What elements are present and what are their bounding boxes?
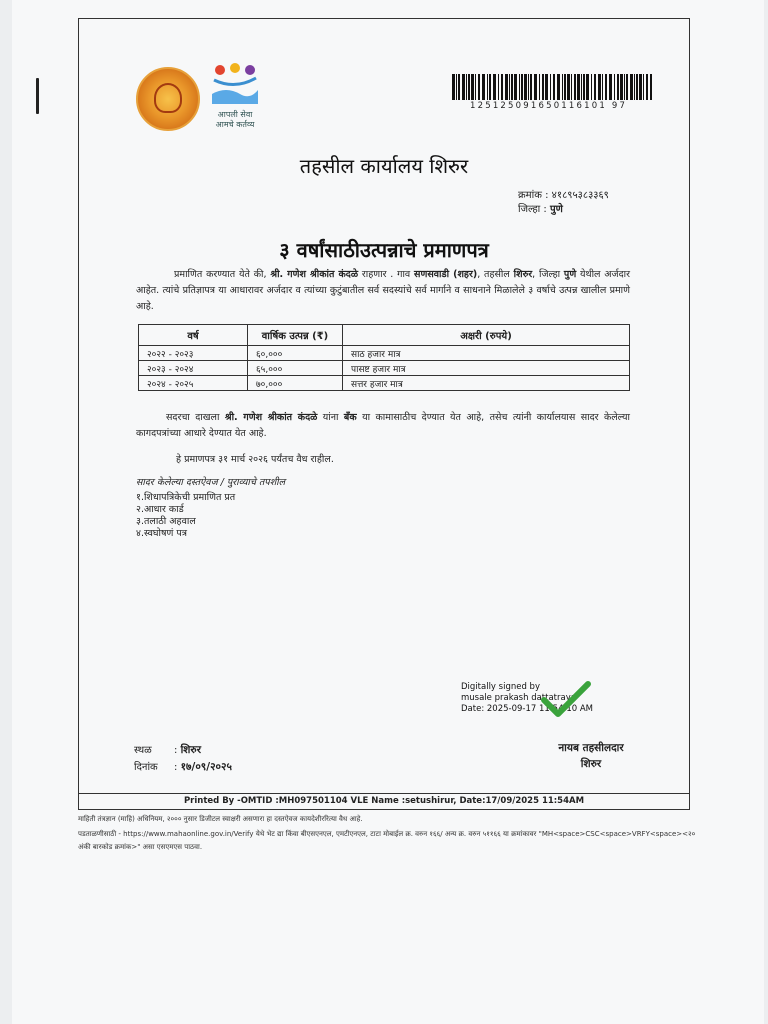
- barcode-bar: [586, 74, 589, 100]
- barcode-bar: [514, 74, 517, 100]
- list-item: २.आधार कार्ड: [136, 504, 184, 515]
- words-cell: साठ हजार मात्र: [343, 346, 630, 361]
- year-cell: २०२३ - २०२४: [139, 361, 248, 376]
- barcode-bar: [521, 74, 523, 100]
- barcode-bar: [626, 74, 628, 100]
- table-row: [139, 376, 630, 391]
- barcode-bar: [571, 74, 572, 100]
- barcode-bar: [564, 74, 566, 100]
- certification-paragraph: [136, 267, 630, 315]
- barcode-bar: [624, 74, 625, 100]
- para2-text: सदरचा दाखला: [166, 412, 225, 423]
- barcode-bar: [577, 74, 580, 100]
- barcode-bar: [646, 74, 648, 100]
- barcode-bar: [630, 74, 633, 100]
- barcode-bar: [534, 74, 537, 100]
- barcode-number: 125125091650116101 97: [470, 101, 628, 111]
- barcode-bar: [614, 74, 615, 100]
- place-date-block: स्थळ : शिरुर दिनांक : १७/०९/२०२५: [134, 742, 232, 776]
- barcode-bar: [530, 74, 532, 100]
- income-table: [138, 324, 630, 391]
- kramank-value: ४१८९५३८३३६९: [551, 190, 609, 201]
- jilha-line: [518, 201, 563, 215]
- para1-text: राहणार . गाव: [358, 269, 415, 280]
- aapli-seva-logo: [206, 60, 264, 140]
- words-cell: पासष्ट हजार मात्र: [343, 361, 630, 376]
- barcode-bar: [501, 74, 503, 100]
- place-value: शिरुर: [180, 744, 201, 756]
- officer-block: [545, 740, 637, 772]
- para1-text: प्रमाणित करण्यात येते की,: [174, 269, 271, 280]
- income-cell: ७०,०००: [248, 376, 343, 391]
- income-table-header: [139, 325, 630, 346]
- signature-date: Date: 2025-09-17 11:54:10 AM: [461, 704, 594, 714]
- table-row: [139, 361, 630, 376]
- barcode-bar: [545, 74, 548, 100]
- logo-caption: आपली सेवा आमचे कर्तव्य: [215, 110, 255, 129]
- taluka-name: शिरुर: [513, 269, 533, 280]
- barcode-bar: [487, 74, 488, 100]
- barcode-bar: [609, 74, 612, 100]
- date-label: दिनांक: [134, 762, 158, 773]
- jilha-label: जिल्हा :: [518, 204, 547, 215]
- barcode-bar: [509, 74, 510, 100]
- kramank-line: [518, 187, 609, 201]
- purpose-paragraph: [136, 410, 630, 442]
- table-row: [139, 346, 630, 361]
- documents-list: [136, 492, 235, 540]
- para2-text: या कामासाठीच देण्यात येत आहे, तसेच त्यांनी कार्यालयास सादर केलेल्या कागदपत्रांच्या आधारे देण्यात येत आहे.: [136, 412, 630, 439]
- printed-by-line: Printed By -OMTID :MH097501104 VLE Name :setushirur, Date:17/09/2025 11:54AM: [78, 793, 690, 806]
- footer-legal-note: माहिती तंत्रज्ञान (माहि) अधिनियम, २००० नुसार डिजीटल स्वाक्षरी असणारा हा दस्तऐवज कायदेशीररित्या वैध आहे.: [78, 815, 363, 823]
- barcode-bar: [505, 74, 508, 100]
- year-cell: २०२२ - २०२३: [139, 346, 248, 361]
- applicant-name: श्री. गणेश श्रीकांत कंदळे: [224, 412, 318, 423]
- punch-hole-mark: [36, 78, 39, 114]
- barcode-bar: [475, 74, 476, 100]
- barcode-bar: [511, 74, 513, 100]
- district-name: पुणे: [563, 269, 577, 280]
- place-label: स्थळ: [134, 745, 152, 756]
- income-cell: ६०,०००: [248, 346, 343, 361]
- barcode-bar: [542, 74, 544, 100]
- officer-place: शिरुर: [580, 758, 602, 770]
- barcode-bar: [468, 74, 470, 100]
- para1-text: येथील अर्जदार आहेत. त्यांचे प्रतिज्ञापत्र या आधारावर अर्जदार व त्यांच्या कुटुंबातील सर्व सदस्यांचे सर्व मार्गाने व साधनाने मिळालेले ३ वर्षाचे उत्पन्न खालील प्रमाणे आहे.: [136, 269, 630, 312]
- barcode-bar: [583, 74, 585, 100]
- barcode-bar: [605, 74, 607, 100]
- list-item: ४.स्वघोषणं पत्र: [136, 528, 188, 539]
- barcode-bar: [528, 74, 529, 100]
- para1-text: , तहसील: [477, 269, 514, 280]
- kramank-label: क्रमांक :: [518, 190, 549, 201]
- barcode-bar: [581, 74, 582, 100]
- barcode-bar: [539, 74, 540, 100]
- certificate-title: ३ वर्षांसाठीउत्पन्नाचे प्रमाणपत्र: [279, 238, 489, 262]
- barcode-bar: [456, 74, 457, 100]
- barcode-bar: [466, 74, 467, 100]
- date-value: १७/०९/२०२५: [180, 761, 232, 773]
- barcode-bar: [471, 74, 474, 100]
- barcode-bar: [574, 74, 576, 100]
- signature-line: Digitally signed by: [461, 682, 540, 692]
- barcode-bar: [478, 74, 480, 100]
- barcode-bar: [550, 74, 551, 100]
- barcode-bar: [482, 74, 485, 100]
- maharashtra-seal-logo: [136, 67, 200, 131]
- barcode-bar: [636, 74, 638, 100]
- para1-text: , जिल्हा: [532, 269, 564, 280]
- barcode-bar: [643, 74, 644, 100]
- office-title: तहसील कार्यालय शिरुर: [299, 154, 469, 178]
- barcode-bar: [553, 74, 555, 100]
- barcode-bar: [458, 74, 460, 100]
- documents-heading: सादर केलेल्या दस्तऐवज / पुराव्याचे तपशील: [136, 477, 286, 488]
- barcode-bar: [462, 74, 465, 100]
- words-cell: सत्तर हजार मात्र: [343, 376, 630, 391]
- income-cell: ६५,०००: [248, 361, 343, 376]
- barcode-bar: [639, 74, 642, 100]
- applicant-name: श्री. गणेश श्रीकांत कंदळे: [270, 269, 359, 280]
- barcode-bar: [524, 74, 527, 100]
- barcode-bar: [650, 74, 652, 100]
- signature-signer: musale prakash dattatraya: [461, 693, 576, 703]
- barcode-bar: [634, 74, 635, 100]
- header-income: वार्षिक उत्पन्न (₹): [248, 325, 343, 346]
- barcode-bar: [452, 74, 455, 100]
- barcode-bar: [489, 74, 491, 100]
- footer-verification-note: पडताळणीसाठी - https://www.mahaonline.gov.in/Verify येथे भेट द्या किंवा बीएसएनएल, एमटीएनएल, टाटा मोबाईल क्र. वरुन १६६/ अन्य क्र. वरुन ५११६६ या क्रमांकावर "MH<space>CSC<space>VRFY<space><२० अंकी बारकोड क्रमांक>" असा एसएमएस पाठवा.: [78, 830, 696, 851]
- barcode-bar: [602, 74, 603, 100]
- barcode-bar: [493, 74, 496, 100]
- barcode-bar: [498, 74, 499, 100]
- officer-title: नायब तहसीलदार: [558, 742, 624, 754]
- barcode-bar: [591, 74, 592, 100]
- signature-check-icon: [540, 680, 592, 720]
- barcode-bar: [594, 74, 596, 100]
- barcode: [452, 74, 652, 100]
- barcode-bar: [519, 74, 520, 100]
- barcode-bar: [562, 74, 563, 100]
- list-item: ३.तलाठी अहवाल: [136, 516, 196, 527]
- barcode-bar: [598, 74, 601, 100]
- barcode-bar: [567, 74, 570, 100]
- village-name: सणसवाडी (शहर): [414, 269, 478, 280]
- purpose-value: बँक: [343, 412, 357, 423]
- year-cell: २०२४ - २०२५: [139, 376, 248, 391]
- para2-text: यांना: [317, 412, 344, 423]
- header-words: अक्षरी (रुपये): [343, 325, 630, 346]
- barcode-bar: [557, 74, 560, 100]
- barcode-bar: [620, 74, 623, 100]
- header-year: वर्ष: [139, 325, 248, 346]
- jilha-value: पुणे: [549, 204, 563, 215]
- barcode-bar: [617, 74, 619, 100]
- list-item: १.शिधापत्रिकेची प्रमाणित प्रत: [136, 492, 236, 503]
- validity-text: हे प्रमाणपत्र ३१ मार्च २०२६ पर्यंतच वैध राहील.: [176, 454, 334, 465]
